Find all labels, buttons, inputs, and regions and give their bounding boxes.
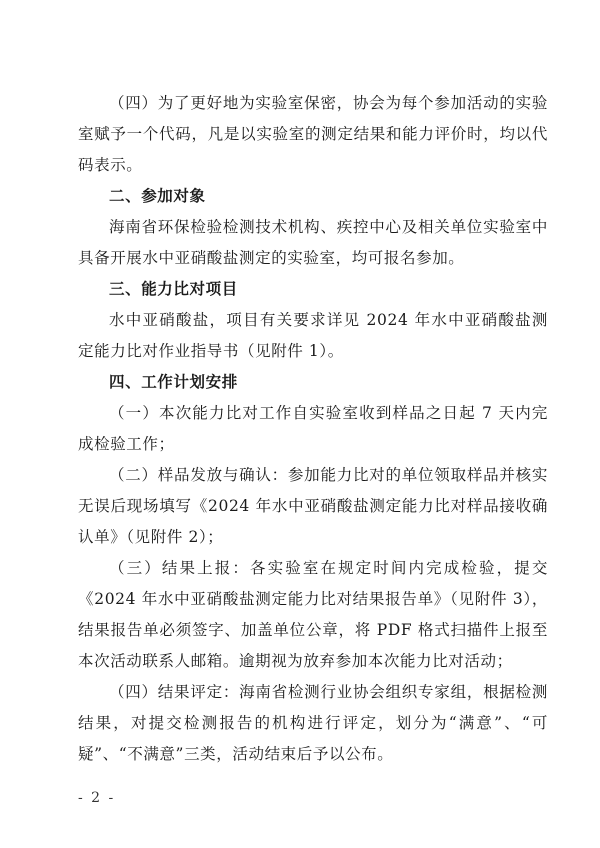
heading-work-plan: 四、工作计划安排 xyxy=(109,373,238,391)
paragraph-confidentiality: （四）为了更好地为实验室保密，协会为每个参加活动的实验室赋予一个代码，凡是以实验室的测定结果和能力评价时，均以代码表示。 xyxy=(78,94,548,174)
paragraph-work-plan-3: （三）结果上报：各实验室在规定时间内完成检验，提交《2024 年水中亚硝酸盐测定能力比对结果报告单》（见附件 3），结果报告单必须签字、加盖单位公章，将 PDF 格式扫描件上报至本次活动联系人邮箱。逾期视为放弃参加本次能力比对活动； xyxy=(78,559,548,670)
heading-comparison-items: 三、能力比对项目 xyxy=(109,280,238,298)
paragraph-comparison-items: 水中亚硝酸盐，项目有关要求详见 2024 年水中亚硝酸盐测定能力比对作业指导书（见附件 1）。 xyxy=(78,311,548,360)
page-number: - 2 - xyxy=(78,790,116,806)
heading-participants: 二、参加对象 xyxy=(109,187,206,205)
paragraph-work-plan-1: （一）本次能力比对工作自实验室收到样品之日起 7 天内完成检验工作； xyxy=(78,404,548,453)
paragraph-work-plan-4: （四）结果评定：海南省检测行业协会组织专家组，根据检测结果，对提交检测报告的机构进行评定，划分为“满意”、“可疑”、“不满意”三类，活动结束后予以公布。 xyxy=(78,683,548,763)
paragraph-participants: 海南省环保检验检测技术机构、疾控中心及相关单位实验室中具备开展水中亚硝酸盐测定的实验室，均可报名参加。 xyxy=(78,218,548,267)
paragraph-work-plan-2: （二）样品发放与确认：参加能力比对的单位领取样品并核实无误后现场填写《2024 年水中亚硝酸盐测定能力比对样品接收确认单》（见附件 2）； xyxy=(78,466,548,546)
